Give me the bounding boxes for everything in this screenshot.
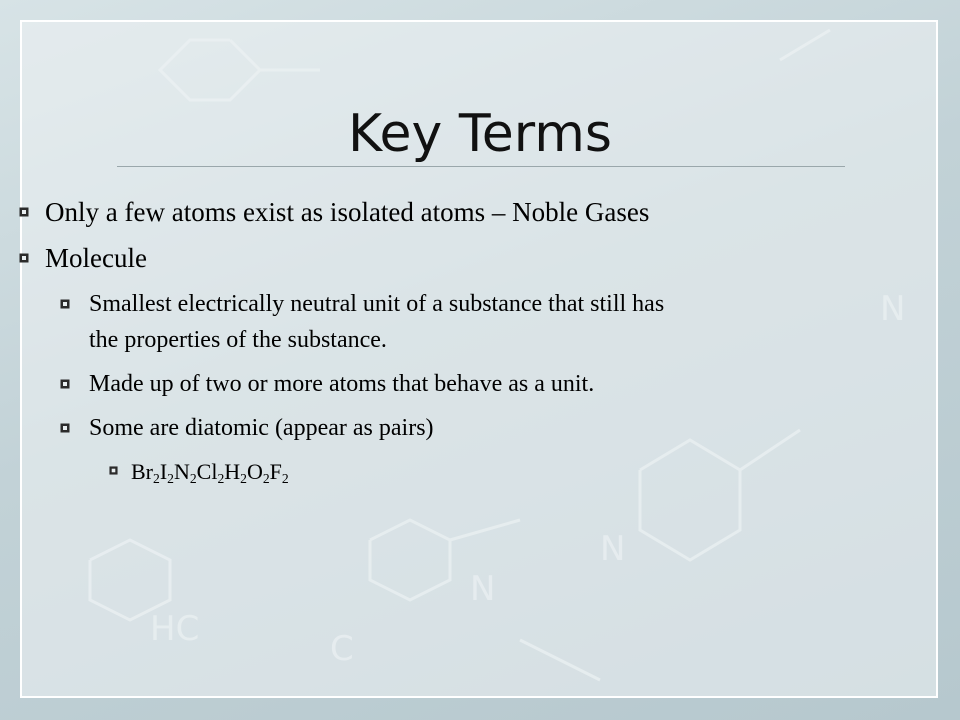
bullet-level2: Made up of two or more atoms that behave as a unit. <box>89 371 595 397</box>
bullet-level2-line1: Smallest electrically neutral unit of a substance that still has <box>89 291 665 317</box>
bullet-level2-line2: the properties of the substance. <box>89 327 387 353</box>
bullet-level1: Molecule <box>45 243 147 273</box>
square-bullet-icon <box>60 299 70 309</box>
element-f: $F_2$ <box>269 459 289 486</box>
square-bullet-icon <box>19 207 29 217</box>
square-bullet-icon <box>60 379 70 389</box>
diatomic-formula <box>131 458 289 486</box>
slide-title: Key Terms <box>348 104 612 164</box>
element-n: $N_2$ <box>173 459 197 486</box>
title-divider <box>117 166 845 167</box>
element-i: $I_2$ <box>159 459 174 486</box>
square-bullet-icon <box>109 466 118 475</box>
bullet-level2: Some are diatomic (appear as pairs) <box>89 415 434 441</box>
element-o: $O_2$ <box>246 459 270 486</box>
element-br: $Br_2$ <box>131 459 160 486</box>
square-bullet-icon <box>60 423 70 433</box>
bullet-level1: Only a few atoms exist as isolated atoms – Noble Gases <box>45 197 650 227</box>
element-h: $H_2$ <box>224 459 247 486</box>
element-cl: $Cl_2$ <box>196 459 225 486</box>
square-bullet-icon <box>19 253 29 263</box>
